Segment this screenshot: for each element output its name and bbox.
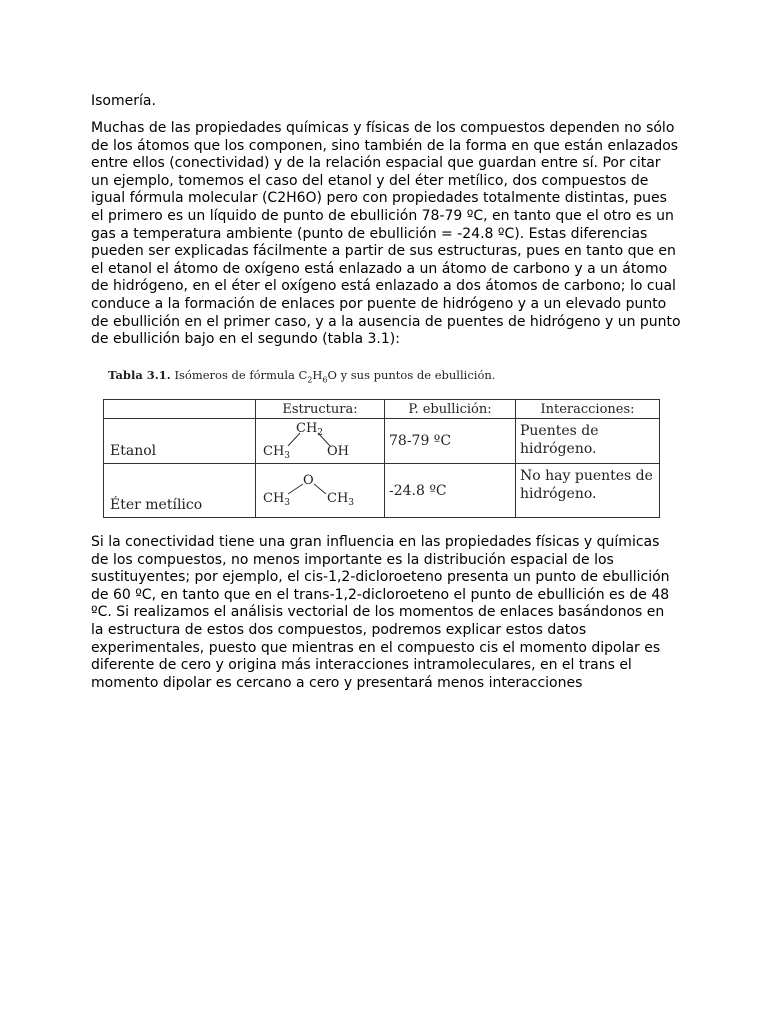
interactions-line: Puentes de [520,423,599,440]
interactions-cell [516,419,660,464]
header-cell-interactions: Interacciones: [516,400,660,419]
structure-right-group: OH [327,444,349,460]
caption-sub2: 6 [322,375,328,385]
structure-top-group: $CH_2$ [296,421,324,439]
table-row [104,464,660,518]
table-figure [103,368,659,518]
caption-sub1: 2 [307,375,313,385]
caption-text-pre: Isómeros de fórmula C [174,368,308,382]
interactions-line: hidrógeno. [520,486,597,503]
header-cell-boiling: P. ebullición: [385,400,516,419]
structure-cell [256,464,385,518]
document-title: Isomería. [91,93,156,109]
structure-right-group: $CH_3$ [327,491,355,509]
table-header-row [104,400,660,419]
interactions-cell [516,464,660,518]
paragraph-intro: Muchas de las propiedades químicas y físicas de los compuestos dependen no sólo de los átomos que los componen, sino también de la forma en que están enlazados entre ellos (conectividad) y de la relación espacial que guardan entre sí. Por citar un ejemplo, tomemos el caso del etanol y del éter metílico, dos compuestos de igual fórmula molecular (C2H6O) pero con propiedades totalmente distintas, pues el primero es un líquido de punto de ebullición 78-79 ºC, en tanto que el otro es un gas a temperatura ambiente (punto de ebullición = -24.8 ºC). Estas diferencias pueden ser explicadas fácilmente a partir de sus estructuras, pues en tanto que en el etanol el átomo de oxígeno está enlazado a un átomo de carbono y a un átomo de hidrógeno, en el éter el oxígeno está enlazado a dos átomos de carbono; lo cual conduce a la formación de enlaces por puente de hidrógeno y a un elevado punto de ebullición en el primer caso, y a la ausencia de puentes de hidrógeno y un punto de ebullición bajo en el segundo (tabla 3.1): [91,120,681,348]
caption-label: Tabla 3.1. [108,368,171,382]
bond-line [314,484,326,494]
compound-name-cell [104,464,256,518]
interactions-line: hidrógeno. [520,441,597,458]
caption-text-post: O y sus puntos de ebullición. [327,368,496,382]
ether-structure-diagram [256,464,384,517]
table-row [104,419,660,464]
isomers-table [103,399,660,518]
structure-left-group: $CH_3$ [263,444,291,462]
boiling-point-cell: 78-79 ºC [385,419,516,464]
document-body-continued [91,534,681,692]
paragraph-stereo: Si la conectividad tiene una gran influencia en las propiedades físicas y químicas de los compuestos, no menos importante es la distribución espacial de los sustituyentes; por ejemplo, el cis-1,2-dicloroeteno presenta un punto de ebullición de 60 ºC, en tanto que en el trans-1,2-dicloroeteno el punto de ebullición es de 48 ºC. Si realizamos el análisis vectorial de los momentos de enlaces basándonos en la estructura de estos dos compuestos, podremos explicar estos datos experimentales, puesto que mientras en el compuesto cis el momento dipolar es diferente de cero y origina más interacciones intramoleculares, en el trans el momento dipolar es cercano a cero y presentará menos interacciones [91,534,670,691]
compound-name: Éter metílico [110,497,203,514]
compound-name-cell [104,419,256,464]
bond-line [288,484,303,494]
structure-top-group: O [303,473,314,489]
structure-left-group: $CH_3$ [263,491,291,509]
header-cell-empty [104,400,256,419]
caption-mid: H [312,368,323,382]
ethanol-structure-diagram [256,419,384,463]
interactions-line: No hay puentes de [520,468,653,485]
boiling-point-cell: -24.8 ºC [385,464,516,518]
structure-cell [256,419,385,464]
header-cell-structure: Estructura: [256,400,385,419]
table-caption [108,368,659,387]
compound-name: Etanol [110,443,157,460]
document-body [91,92,681,349]
